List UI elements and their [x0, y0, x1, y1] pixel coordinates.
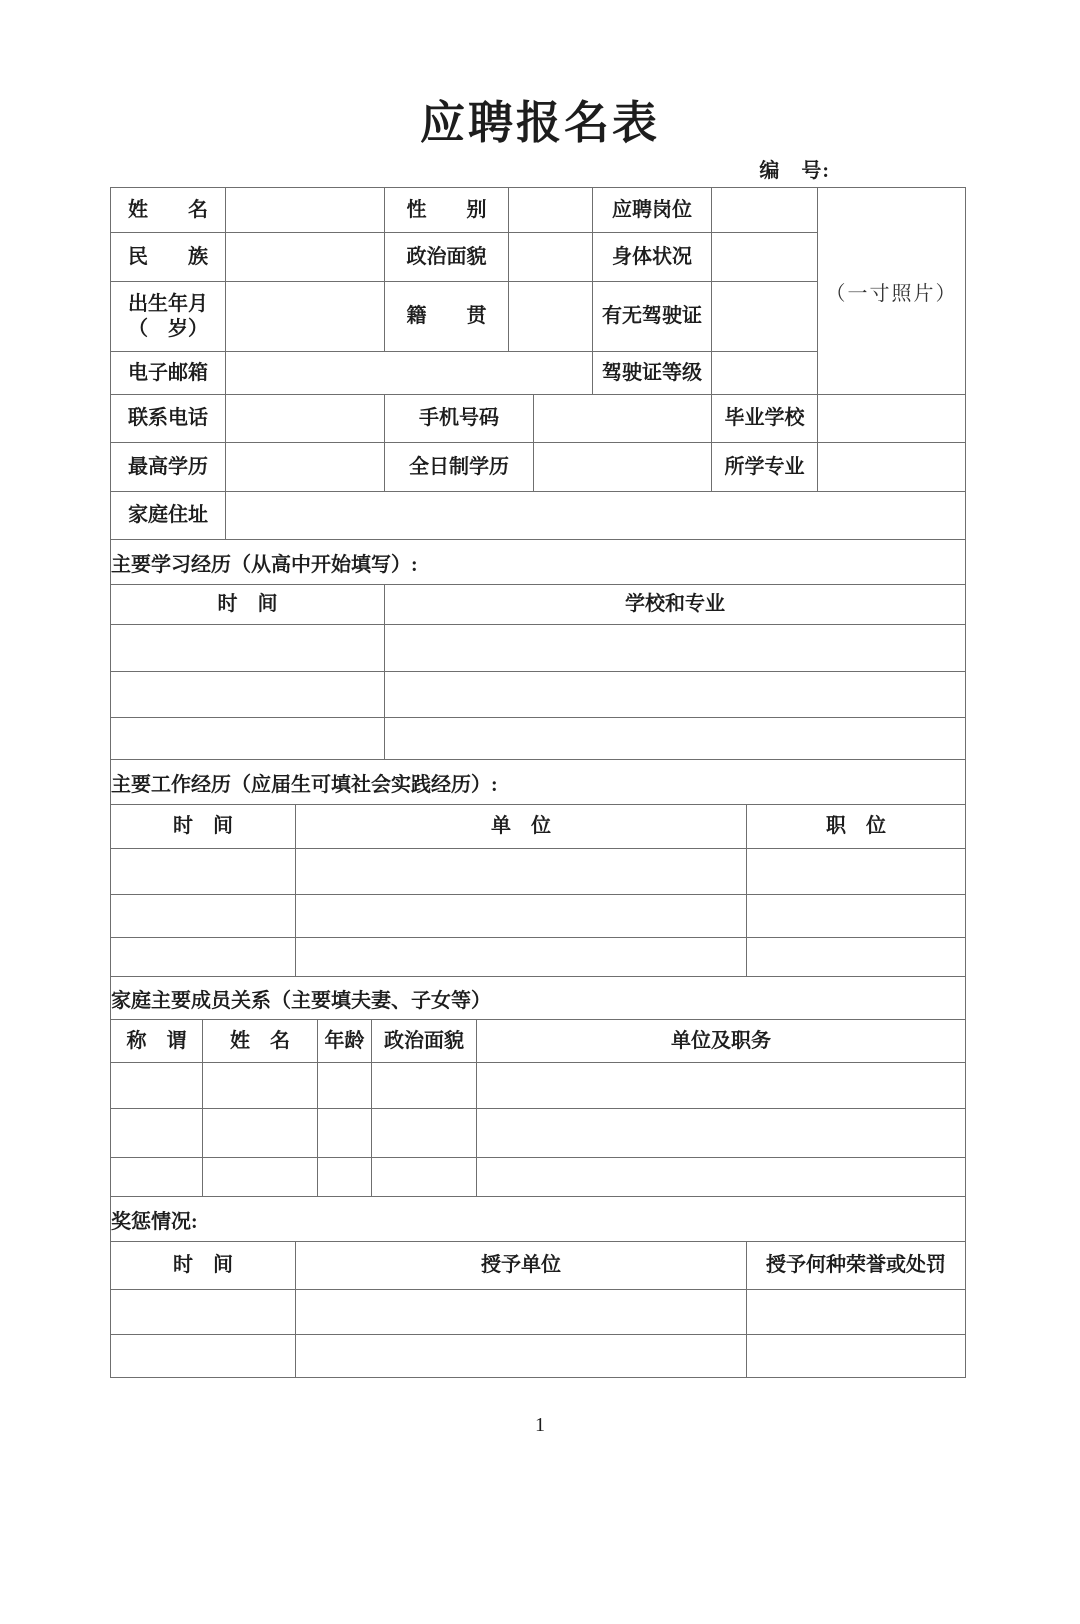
political-status-value-cell [509, 233, 593, 282]
rewards-unit-cell [296, 1290, 747, 1335]
mobile-number-label: 手机号码 [385, 395, 534, 443]
driver-license-label: 有无驾驶证 [593, 282, 712, 352]
contact-phone-label: 联系电话 [111, 395, 226, 443]
license-grade-value-cell [712, 352, 818, 395]
family-name-header: 姓 名 [203, 1020, 318, 1063]
family-unit-cell [477, 1063, 966, 1109]
work-position-cell [747, 895, 966, 938]
family-name-cell [203, 1109, 318, 1158]
position-value-cell [712, 188, 818, 233]
table-row [111, 1197, 966, 1242]
native-place-label: 籍 贯 [385, 282, 509, 352]
rewards-time-header: 时 间 [111, 1242, 296, 1290]
ethnicity-label: 民 族 [111, 233, 226, 282]
table-row [111, 1290, 966, 1335]
work-time-header: 时 间 [111, 805, 296, 849]
table-row [111, 625, 966, 672]
contact-phone-value-cell [226, 395, 385, 443]
family-relation-cell [111, 1158, 203, 1197]
gender-value-cell [509, 188, 593, 233]
application-form-page [0, 96, 1080, 1624]
education-school-cell [385, 718, 966, 760]
education-time-header: 时 间 [111, 585, 385, 625]
page-title: 应聘报名表 [419, 98, 660, 148]
graduate-school-value-cell [818, 395, 966, 443]
family-age-cell [318, 1158, 372, 1197]
rewards-honor-cell [747, 1290, 966, 1335]
family-age-cell [318, 1109, 372, 1158]
work-time-cell [111, 849, 296, 895]
rewards-time-cell [111, 1335, 296, 1378]
table-row [111, 1242, 966, 1290]
table-row [111, 1335, 966, 1378]
family-section-header: 家庭主要成员关系（主要填夫妻、子女等） [111, 977, 966, 1020]
birth-date-line1: 出生年月 [128, 292, 208, 315]
highest-degree-label: 最高学历 [111, 443, 226, 492]
table-row [111, 672, 966, 718]
work-section-header: 主要工作经历（应届生可填社会实践经历）: [111, 760, 966, 805]
table-row [111, 585, 966, 625]
table-row [111, 492, 966, 540]
work-time-cell [111, 895, 296, 938]
family-unit-cell [477, 1109, 966, 1158]
political-status-label: 政治面貌 [385, 233, 509, 282]
major-value-cell [818, 443, 966, 492]
work-unit-header: 单 位 [296, 805, 747, 849]
table-row [111, 1158, 966, 1197]
family-political-cell [372, 1109, 477, 1158]
birth-date-label [111, 282, 226, 352]
photo-placeholder: （一寸照片） [818, 188, 966, 395]
license-grade-label: 驾驶证等级 [593, 352, 712, 395]
email-label: 电子邮箱 [111, 352, 226, 395]
work-position-cell [747, 938, 966, 977]
family-unit-cell [477, 1158, 966, 1197]
page-number: 1 [535, 1414, 545, 1436]
ethnicity-value-cell [226, 233, 385, 282]
work-unit-cell [296, 849, 747, 895]
home-address-label: 家庭住址 [111, 492, 226, 540]
health-label: 身体状况 [593, 233, 712, 282]
family-unit-header: 单位及职务 [477, 1020, 966, 1063]
work-unit-cell [296, 938, 747, 977]
rewards-time-cell [111, 1290, 296, 1335]
family-political-cell [372, 1063, 477, 1109]
education-section-header: 主要学习经历（从高中开始填写）: [111, 540, 966, 585]
table-row [111, 895, 966, 938]
work-position-cell [747, 849, 966, 895]
education-time-cell [111, 625, 385, 672]
table-row [111, 938, 966, 977]
home-address-value-cell [226, 492, 966, 540]
family-age-cell [318, 1063, 372, 1109]
graduate-school-label: 毕业学校 [712, 395, 818, 443]
rewards-section-header: 奖惩情况: [111, 1197, 966, 1242]
birth-date-line2: （ 岁） [128, 317, 208, 340]
driver-license-value-cell [712, 282, 818, 352]
fulltime-degree-label: 全日制学历 [385, 443, 534, 492]
family-age-header: 年龄 [318, 1020, 372, 1063]
work-unit-cell [296, 895, 747, 938]
name-label: 姓 名 [111, 188, 226, 233]
table-row [111, 1109, 966, 1158]
table-row [111, 760, 966, 805]
table-row [111, 849, 966, 895]
table-row [111, 718, 966, 760]
table-row [111, 1020, 966, 1063]
family-name-cell [203, 1063, 318, 1109]
family-political-cell [372, 1158, 477, 1197]
table-row [111, 395, 966, 443]
table-row [111, 977, 966, 1020]
education-school-cell [385, 625, 966, 672]
table-row [111, 540, 966, 585]
table-row [111, 443, 966, 492]
rewards-honor-cell [747, 1335, 966, 1378]
major-label: 所学专业 [712, 443, 818, 492]
rewards-unit-header: 授予单位 [296, 1242, 747, 1290]
gender-label: 性 别 [385, 188, 509, 233]
work-position-header: 职 位 [747, 805, 966, 849]
education-school-cell [385, 672, 966, 718]
birth-date-value-cell [226, 282, 385, 352]
family-relation-cell [111, 1109, 203, 1158]
application-form-table [110, 187, 966, 1378]
health-value-cell [712, 233, 818, 282]
serial-number-label: 编 号: [759, 160, 830, 182]
education-time-cell [111, 672, 385, 718]
education-time-cell [111, 718, 385, 760]
rewards-honor-header: 授予何种荣誉或处罚 [747, 1242, 966, 1290]
work-time-cell [111, 938, 296, 977]
fulltime-degree-value-cell [534, 443, 712, 492]
name-value-cell [226, 188, 385, 233]
highest-degree-value-cell [226, 443, 385, 492]
family-name-cell [203, 1158, 318, 1197]
family-relation-header: 称 谓 [111, 1020, 203, 1063]
rewards-unit-cell [296, 1335, 747, 1378]
email-value-cell [226, 352, 593, 395]
mobile-number-value-cell [534, 395, 712, 443]
education-school-header: 学校和专业 [385, 585, 966, 625]
family-political-header: 政治面貌 [372, 1020, 477, 1063]
native-place-value-cell [509, 282, 593, 352]
table-row [111, 805, 966, 849]
table-row [111, 188, 966, 233]
table-row [111, 1063, 966, 1109]
family-relation-cell [111, 1063, 203, 1109]
position-label: 应聘岗位 [593, 188, 712, 233]
